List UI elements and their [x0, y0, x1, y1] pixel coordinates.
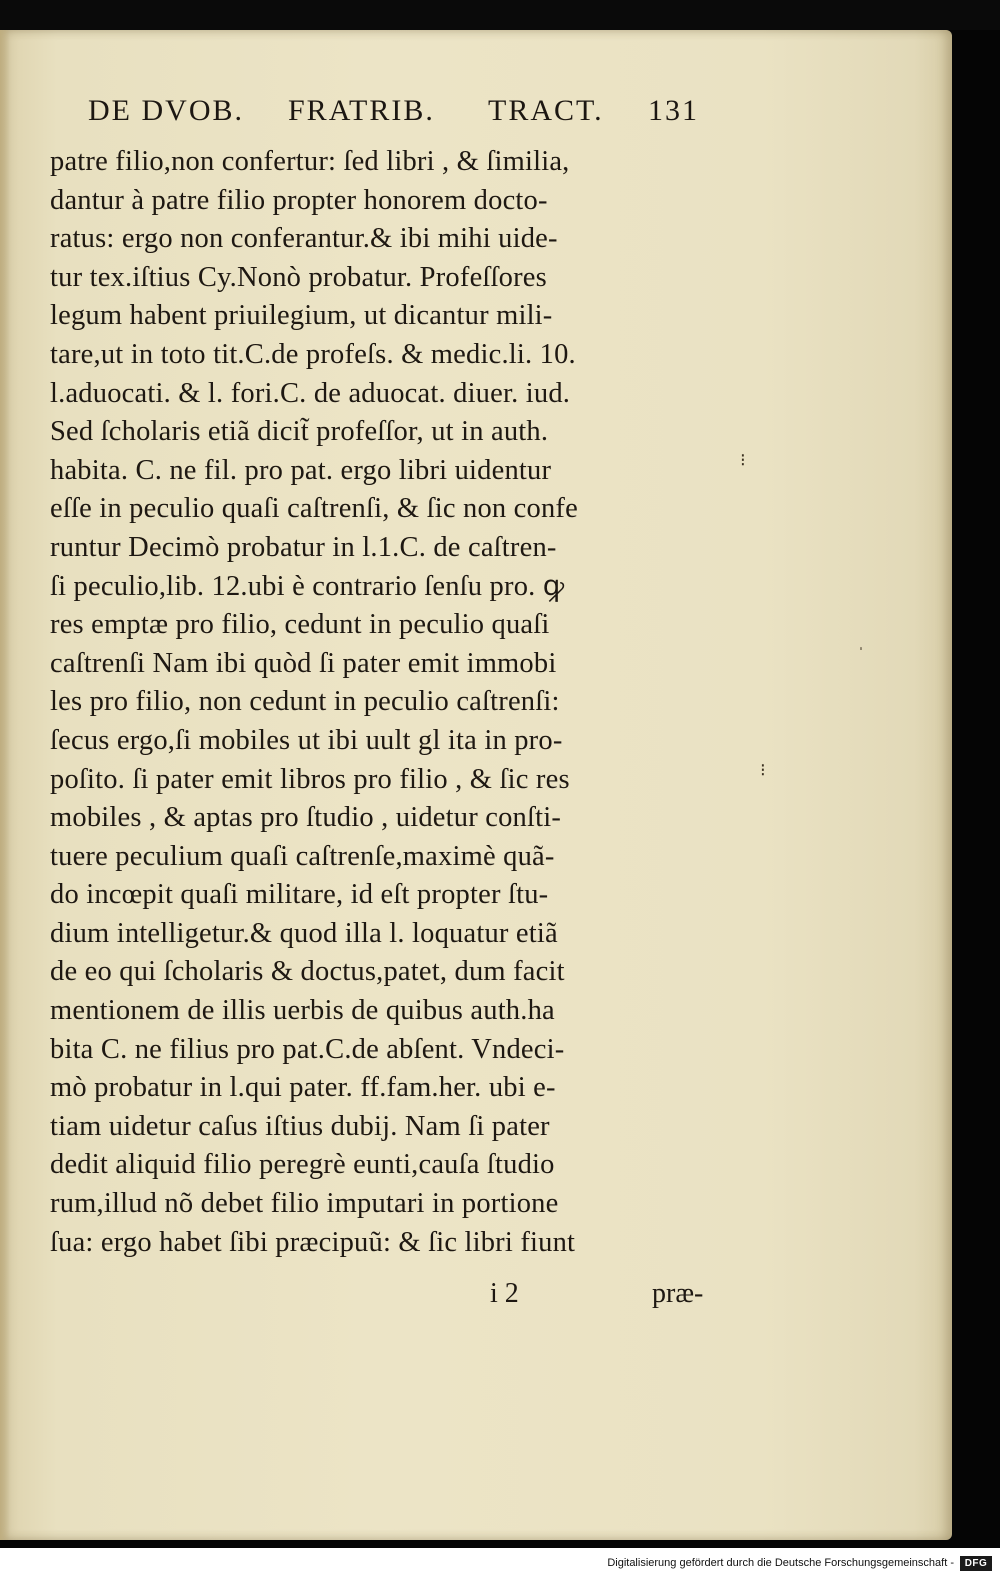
text-line: dantur à patre filio propter honorem docto- [50, 184, 548, 216]
dfg-logo: DFG [960, 1556, 992, 1571]
folio-number: 131 [648, 94, 699, 127]
margin-mark: ˌ [858, 630, 864, 650]
text-line: de eo qui ſcholaris & doctus,patet, dum facit [50, 956, 565, 988]
digitization-footer [0, 1548, 1000, 1582]
page-gutter-shadow [0, 30, 10, 1540]
running-header [62, 94, 722, 138]
text-line: caſtrenſi Nam ibi quòd ſi pater emit immobi [50, 647, 557, 679]
text-line: dedit aliquid filio peregrè eunti,cauſa ſtudio [50, 1149, 555, 1181]
text-line: tuere peculium quaſi caſtrenſe,maximè quã- [50, 840, 555, 872]
text-line: ſecus ergo,ſi mobiles ut ibi uult gl ita in pro- [50, 724, 563, 756]
text-line: rum,illud nõ debet filio imputari in portione [50, 1188, 559, 1220]
funding-credit: Digitalisierung gefördert durch die Deutsche Forschungsgemeinschaft - [607, 1557, 954, 1569]
text-line: dium intelligetur.& quod illa l. loquatur etiã [50, 917, 558, 949]
running-title-part-2: FRATRIB. [288, 94, 435, 127]
text-line: mentionem de illis uerbis de quibus auth.ha [50, 995, 555, 1027]
margin-mark: ⁝ [740, 450, 746, 470]
text-line: ſi peculio,lib. 12.ubi è contrario ſenſu pro. ꝙ [50, 570, 565, 602]
text-line: eſſe in peculio quaſi caſtrenſi, & ſic non confe [50, 493, 578, 525]
scan-background-top [0, 0, 1000, 30]
text-line: legum habent priuilegium, ut dicantur mili- [50, 300, 553, 332]
running-title-part-3: TRACT. [488, 94, 604, 127]
text-line: l.aduocati. & l. fori.C. de aduocat. diuer. iud. [50, 377, 571, 409]
running-title-part-1: DE DVOB. [88, 94, 244, 127]
text-line: tiam uidetur caſus iſtius dubij. Nam ſi pater [50, 1110, 550, 1142]
body-text [50, 143, 730, 1262]
text-line: Sed ſcholaris etiã dicit̃ profeſſor, ut in auth. [50, 416, 549, 448]
text-line: ratus: ergo non conferantur.& ibi mihi uide- [50, 223, 558, 255]
text-line: res emptæ pro filio, cedunt in peculio quaſi [50, 609, 550, 641]
text-line: les pro filio, non cedunt in peculio caſtrenſi: [50, 686, 560, 718]
text-line: mobiles , & aptas pro ſtudio , uidetur conſti- [50, 802, 562, 834]
signature-mark: i 2 [490, 1278, 519, 1309]
text-line: bita C. ne filius pro pat.C.de abſent. Vndeci- [50, 1033, 565, 1065]
text-line: mò probatur in l.qui pater. ff.fam.her. ubi e- [50, 1072, 556, 1104]
catchword: præ- [652, 1278, 704, 1309]
signature-line [50, 1278, 730, 1316]
text-line: patre filio,non confertur: ſed libri , & ſimilia, [50, 146, 570, 177]
margin-mark: ⁝ [760, 760, 766, 780]
text-line: ſua: ergo habet ſibi præcipuũ: & ſic libri fiunt [50, 1226, 576, 1258]
text-line: runtur Decimò probatur in l.1.C. de caſtren- [50, 531, 557, 563]
text-line: do incœpit quaſi militare, id eſt propter ſtu- [50, 879, 549, 911]
text-line: tur tex.iſtius Cy.Nonò probatur. Profeſſores [50, 261, 547, 293]
text-line: habita. C. ne fil. pro pat. ergo libri uidentur [50, 454, 552, 486]
text-line: poſito. ſi pater emit libros pro filio , & ſic res [50, 763, 570, 795]
text-line: tare,ut in toto tit.C.de profeſs. & medic.li. 10. [50, 338, 576, 370]
